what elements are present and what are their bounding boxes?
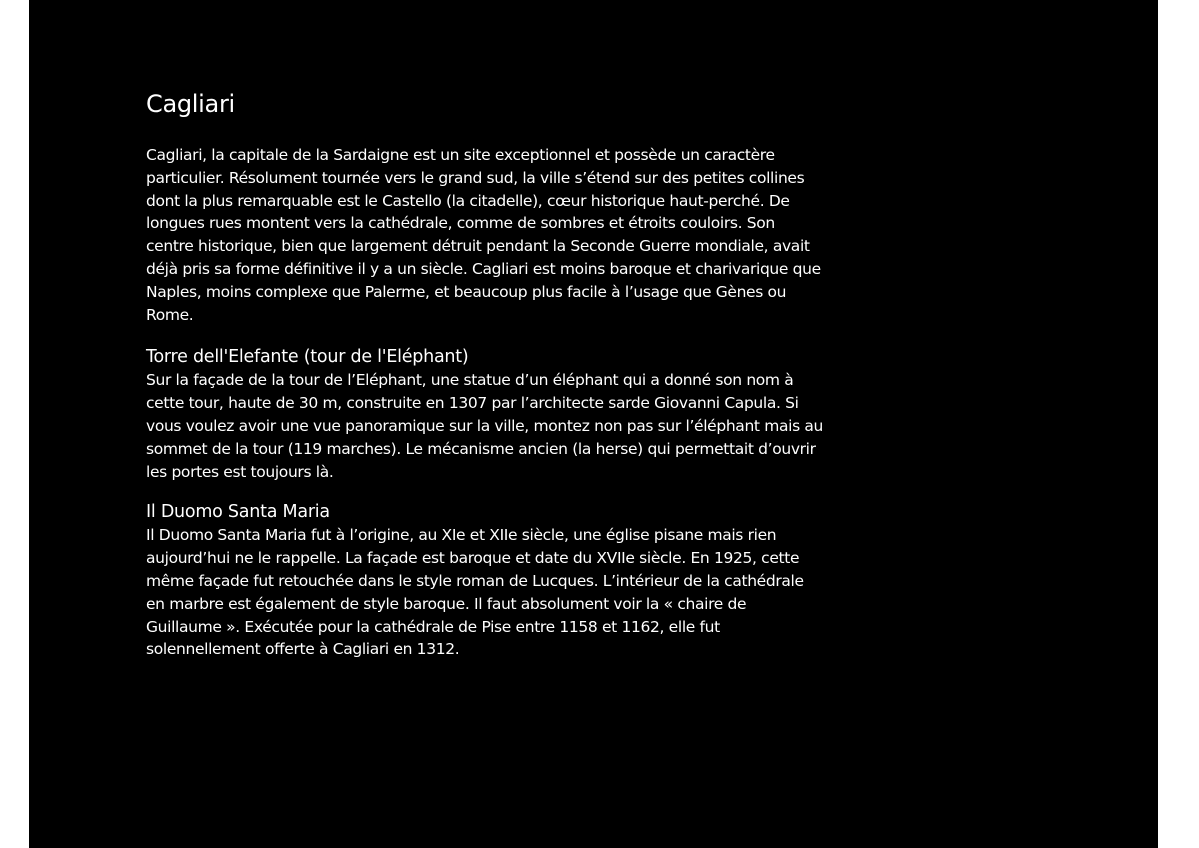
section-heading: Il Duomo Santa Maria <box>146 502 330 523</box>
section-duomo <box>146 500 826 661</box>
intro-paragraph: Cagliari, la capitale de la Sardaigne est un site exceptionnel et possède un caractère particulier. Résolument tournée vers le grand sud, la ville s’étend sur des petites collines dont la plus remarquable est le Castello (la citadelle), cœur historique haut-perché. De longues rues montent vers la cathédrale, comme de sombres et étroits couloirs. Son centre historique, bien que largement détruit pendant la Seconde Guerre mondiale, avait déjà pris sa forme définitive il y a un siècle. Cagliari est moins baroque et charivarique que Naples, moins complexe que Palerme, et beaucoup plus facile à l’usage que Gènes ou Rome. <box>146 146 821 324</box>
section-heading: Torre dell'Elefante (tour de l'Eléphant) <box>146 347 469 368</box>
page-title: Cagliari <box>146 90 235 118</box>
section-body: Il Duomo Santa Maria fut à l’origine, au XIe et XIIe siècle, une église pisane mais rien aujourd’hui ne le rappelle. La façade est baroque et date du XVIIe siècle. En 1925, cette même façade fut retouchée dans le style roman de Lucques. L’intérieur de la cathédrale en marbre est également de style baroque. Il faut absolument voir la « chaire de Guillaume ». Exécutée pour la cathédrale de Pise entre 1158 et 1162, elle fut solennellement offerte à Cagliari en 1312. <box>146 526 804 659</box>
section-torre-elefante <box>146 345 826 483</box>
section-body: Sur la façade de la tour de l’Eléphant, une statue d’un éléphant qui a donné son nom à cette tour, haute de 30 m, construite en 1307 par l’architecte sarde Giovanni Capula. Si vous voulez avoir une vue panoramique sur la ville, montez non pas sur l’éléphant mais au sommet de la tour (119 marches). Le mécanisme ancien (la herse) qui permettait d’ouvrir les portes est toujours là. <box>146 371 824 481</box>
document-content <box>146 90 826 678</box>
document-page <box>29 0 1158 848</box>
